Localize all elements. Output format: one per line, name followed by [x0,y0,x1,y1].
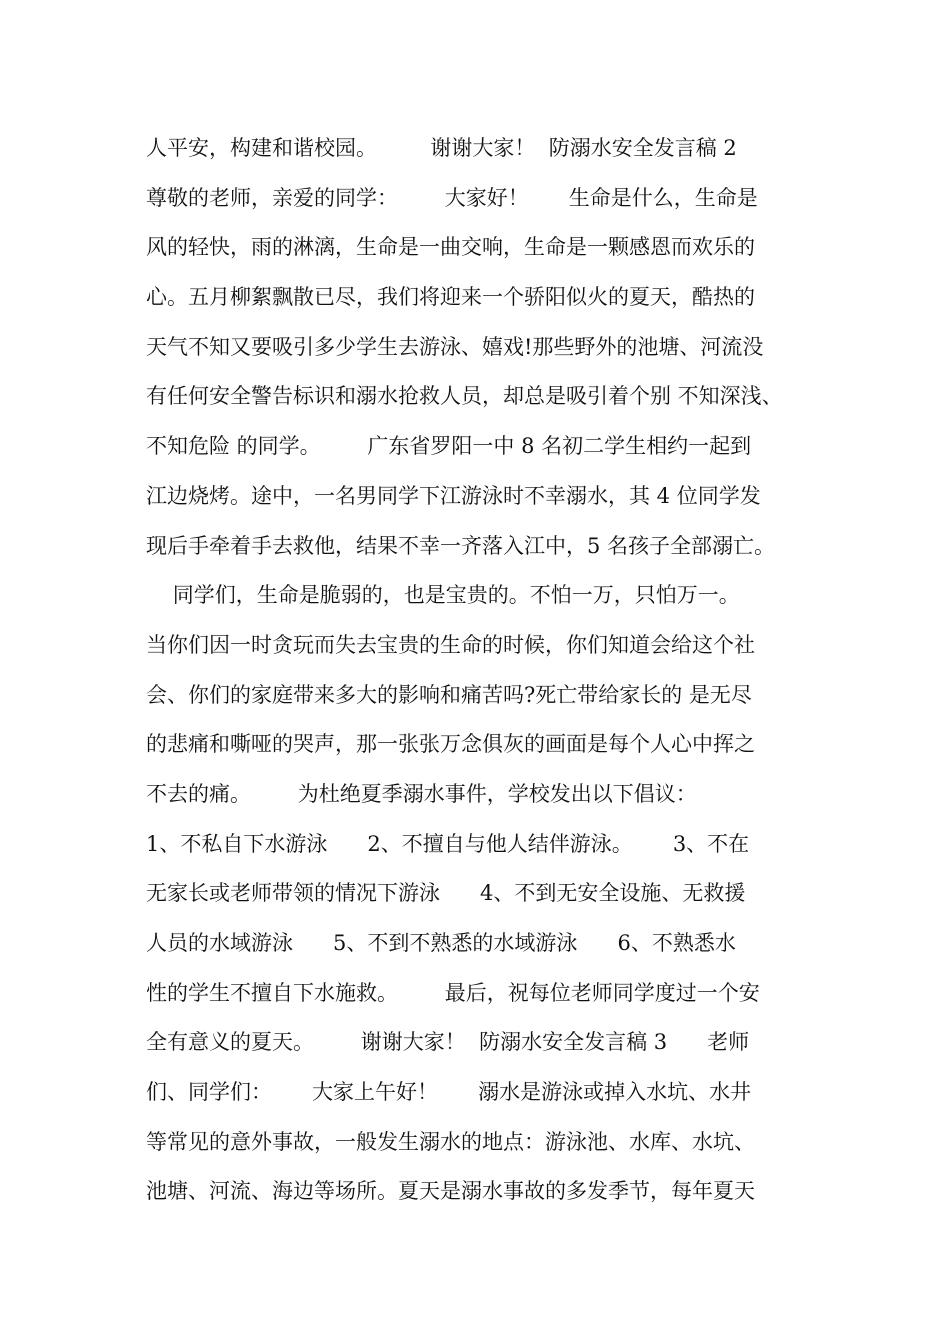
text-line: 们、同学们： 大家上午好！ 溺水是游泳或掉入水坑、水井 [146,1080,752,1105]
text-line: 现后手牵着手去救他，结果不幸一齐落入江中，5 名孩子全部溺亡。 [146,533,776,558]
text-line: 天气不知又要吸引多少学生去游泳、嬉戏!那些野外的池塘、河流没 [146,334,764,359]
text-line: 风的轻快，雨的淋漓，生命是一曲交响，生命是一颗感恩而欢乐的 [146,235,755,260]
text-line: 池塘、河流、海边等场所。夏天是溺水事故的多发季节，每年夏天 [146,1179,755,1204]
text-line: 性的学生不擅自下水施救。 最后，祝每位老师同学度过一个安 [146,980,760,1005]
text-line: 有任何安全警告标识和溺水抢救人员，却总是吸引着个别 不知深浅、 [146,384,783,409]
text-line: 江边烧烤。途中，一名男同学下江游泳时不幸溺水，其 4 位同学发 [146,483,761,508]
text-line: 尊敬的老师，亲爱的同学： 大家好！ 生命是什么，生命是 [146,185,758,210]
text-line: 心。五月柳絮飘散已尽，我们将迎来一个骄阳似火的夏天，酷热的 [146,285,755,310]
body-text [146,124,826,1217]
text-line: 的悲痛和嘶哑的哭声，那一张张万念俱灰的画面是每个人心中挥之 [146,732,755,757]
text-line: 会、你们的家庭带来多大的影响和痛苦吗?死亡带给家长的 是无尽 [146,682,752,707]
text-line: 全有意义的夏天。 谢谢大家！ 防溺水安全发言稿 3 老师 [146,1030,750,1055]
text-line: 1、不私自下水游泳 2、不擅自与他人结伴游泳。 3、不在 [146,831,750,856]
text-line: 不知危险 的同学。 广东省罗阳一中 8 名初二学生相约一起到 [146,434,752,459]
text-line: 无家长或老师带领的情况下游泳 4、不到无安全设施、无救援 [146,881,746,906]
text-line: 当你们因一时贪玩而失去宝贵的生命的时候，你们知道会给这个社 [146,632,755,657]
text-line: 不去的痛。 为杜绝夏季溺水事件，学校发出以下倡议： [146,781,697,806]
text-line: 同学们，生命是脆弱的，也是宝贵的。不怕一万，只怕万一。 [146,583,740,608]
text-line: 人员的水域游泳 5、不到不熟悉的水域游泳 6、不熟悉水 [146,931,736,955]
text-line: 人平安，构建和谐校园。 谢谢大家！ 防溺水安全发言稿 2 [146,136,737,160]
text-line: 等常见的意外事故，一般发生溺水的地点：游泳池、水库、水坑、 [146,1129,755,1154]
